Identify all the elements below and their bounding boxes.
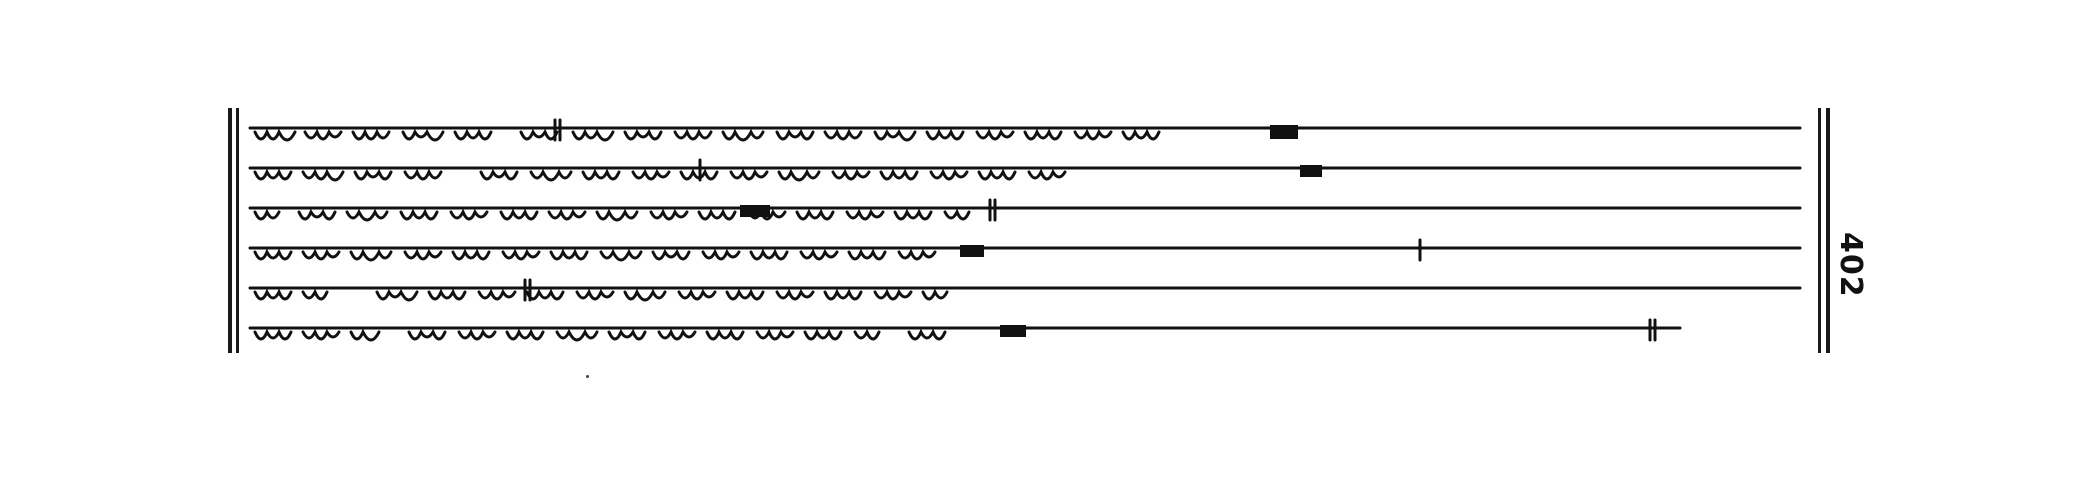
- script-line-2-glyphs: [255, 172, 1065, 180]
- shad-marks: [525, 120, 1655, 340]
- page-number: 402: [1833, 232, 1868, 298]
- script-line-1-glyphs: [255, 132, 1159, 140]
- script-line-3-glyphs: [255, 212, 969, 220]
- script-line-6-glyphs: [255, 332, 945, 340]
- dense-glyph-cluster: [740, 125, 1322, 337]
- ink-speck: [586, 375, 589, 378]
- script-line-5-glyphs: [255, 292, 947, 300]
- script-line-4-glyphs: [255, 252, 935, 260]
